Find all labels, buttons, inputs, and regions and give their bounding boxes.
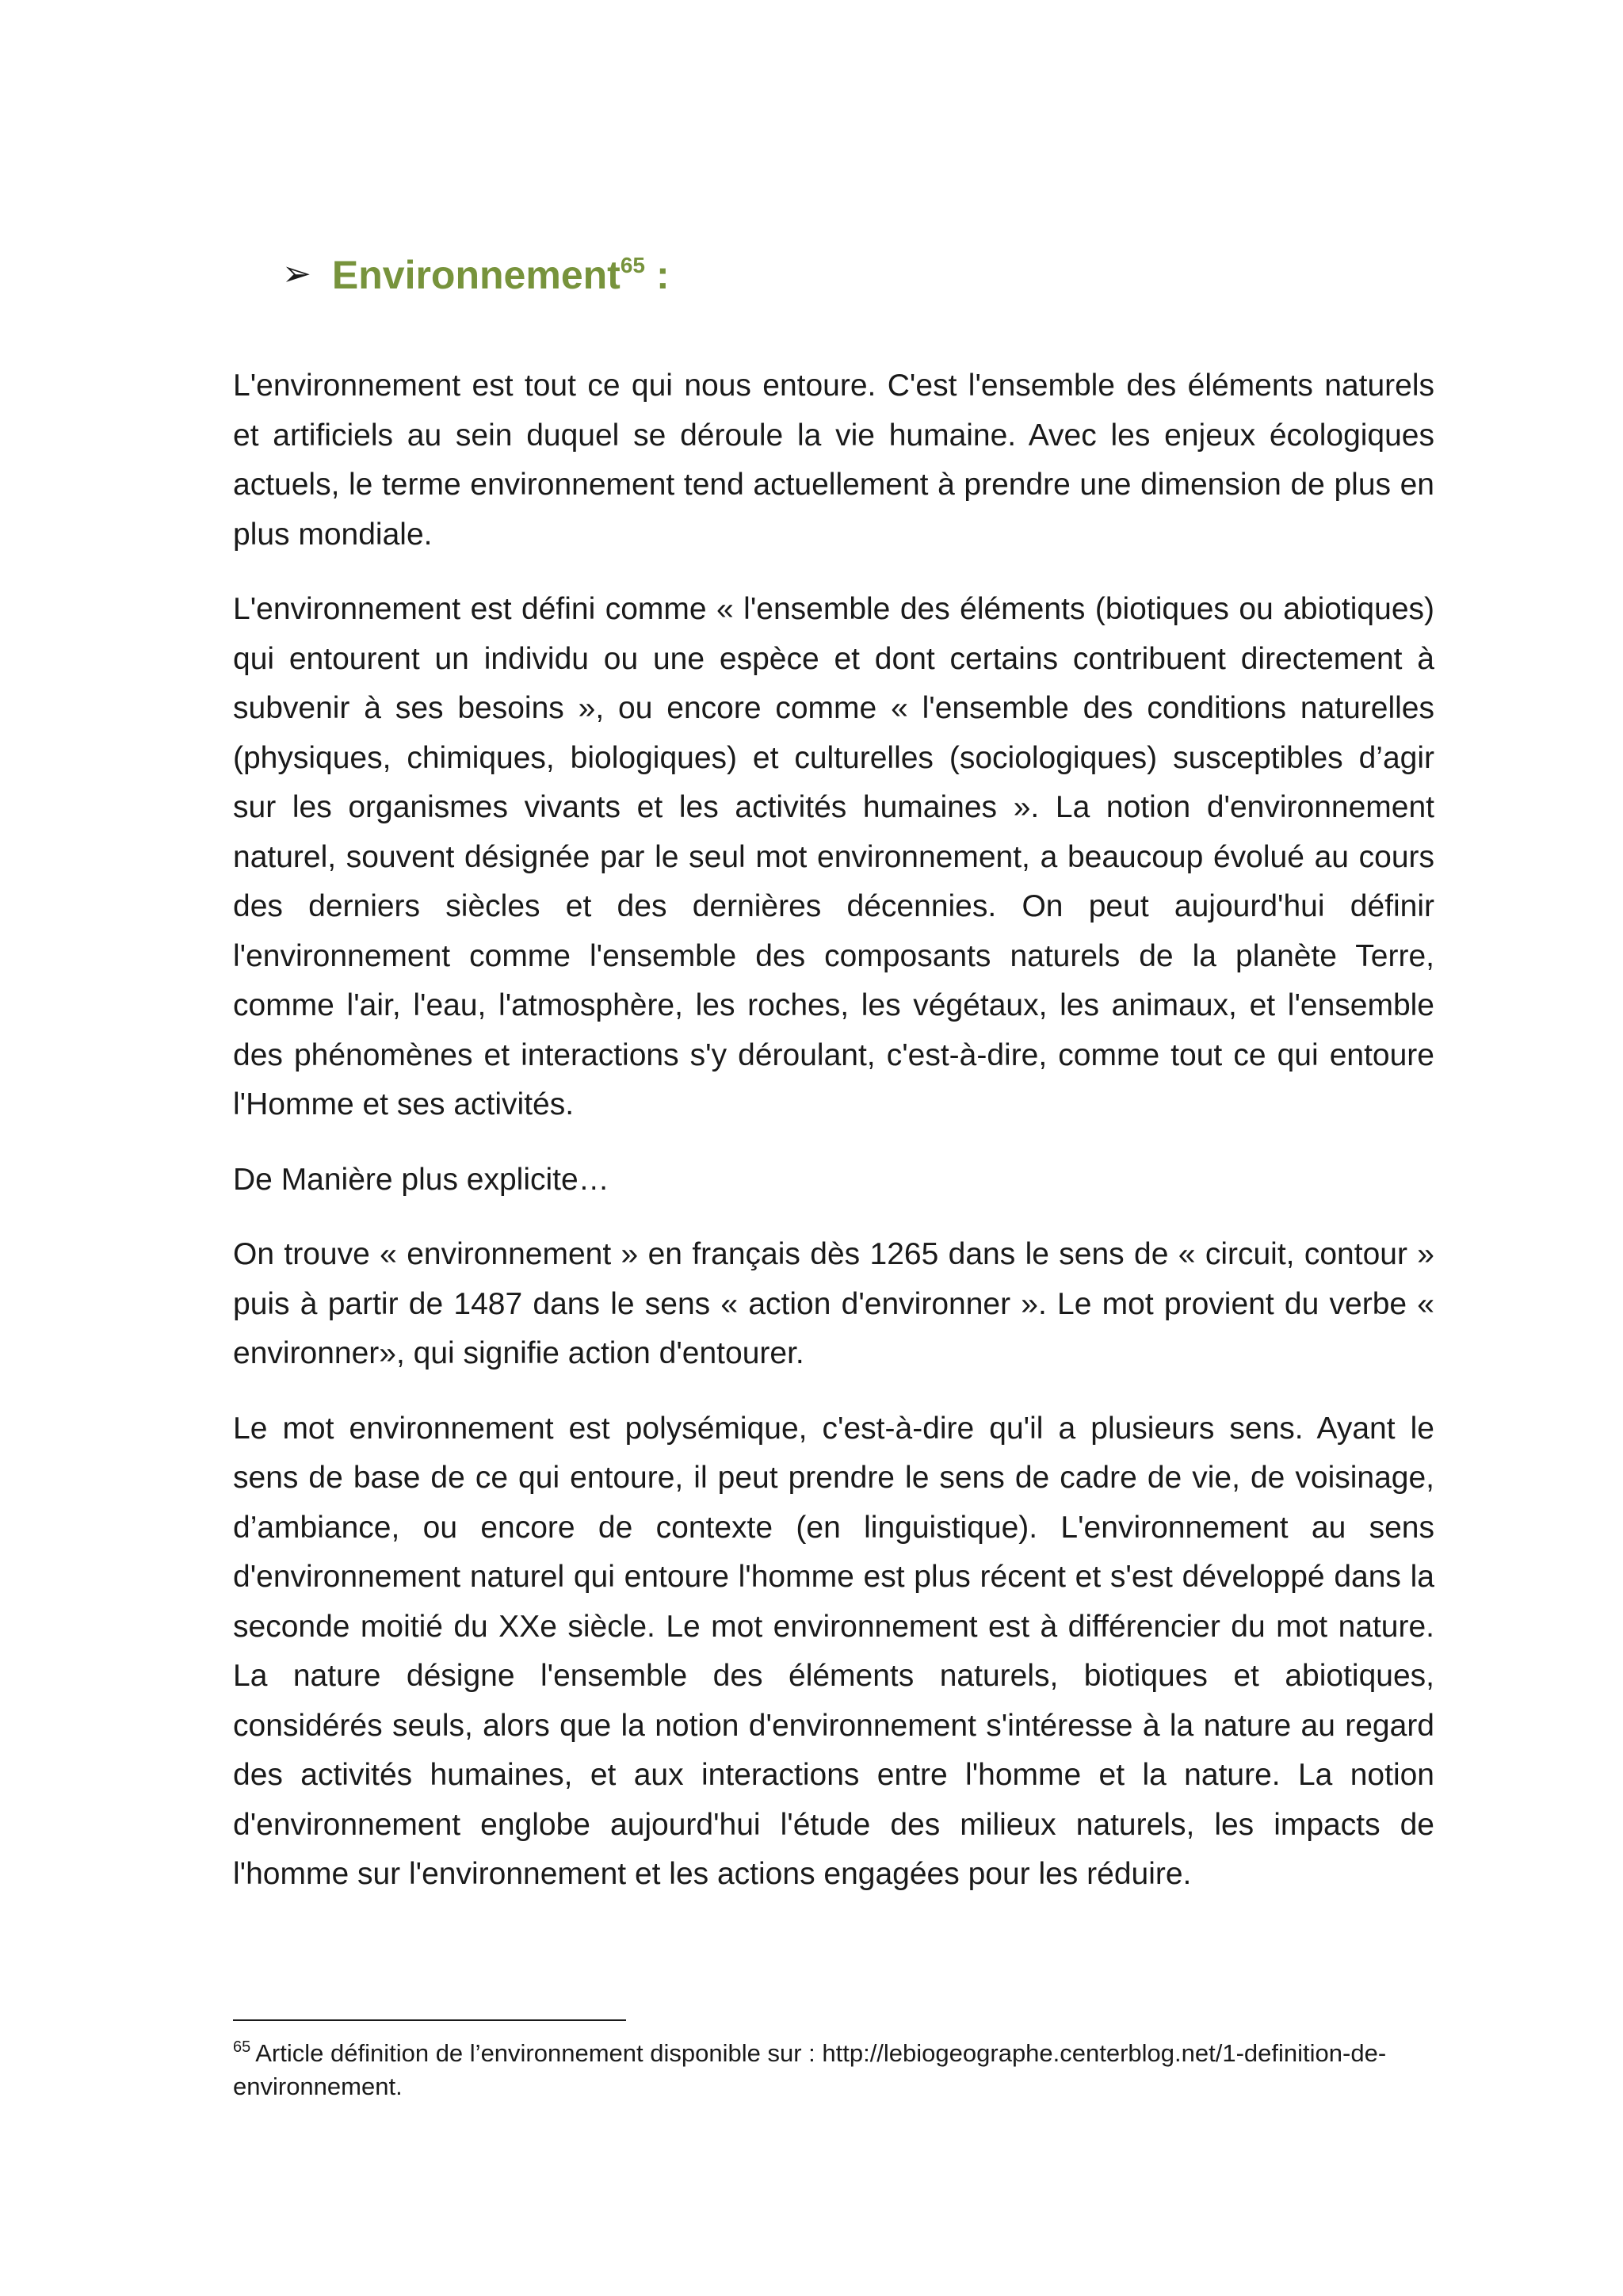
paragraph: L'environnement est tout ce qui nous entoure. C'est l'ensemble des éléments naturels et artificiels au sein duquel se déroule la vie humaine. Avec les enjeux écologiques actuels, le terme environnement tend actuellement à prendre une dimension de plus en plus mondiale.	[233, 369, 1434, 552]
footnote-separator	[233, 2019, 626, 2021]
paragraph: On trouve « environnement » en français dès 1265 dans le sens de « circuit, contour » puis à partir de 1487 dans le sens « action d'environner ». Le mot provient du verbe « environner», qui signifie action d'entourer.	[233, 1237, 1434, 1370]
footnote	[233, 2037, 1434, 2103]
footnote-number: 65	[233, 2038, 251, 2056]
section-heading: ➢ Environnement $^{65}$ :	[282, 253, 670, 297]
heading-colon: :	[655, 253, 670, 297]
arrow-bullet-icon: ➢	[282, 254, 311, 293]
body-text	[233, 361, 1434, 1925]
paragraph: De Manière plus explicite…	[233, 1162, 609, 1197]
paragraph: Le mot environnement est polysémique, c'est-à-dire qu'il a plusieurs sens. Ayant le sens de base de ce qui entoure, il peut prendre le sens de cadre de vie, de voisinage, d’ambiance, ou encore de contexte (en linguistique). L'environnement au sens d'environnement naturel qui entoure l'homme est plus récent et s'est développé dans la seconde moitié du XXe siècle. Le mot environnement est à différencier du mot nature. La nature désigne l'ensemble des éléments naturels, biotiques et abiotiques, considérés seuls, alors que la notion d'environnement s'intéresse à la nature au regard des activités humaines, et aux interactions entre l'homme et la nature. La notion d'environnement englobe aujourd'hui l'étude des milieux naturels, les impacts de l'homme sur l'environnement et les actions engagées pour les réduire.	[233, 1411, 1434, 1891]
footnote-text: Article définition de l’environnement disponible sur : http://lebiogeographe.centerblog.net/1-definition-de-environnement.	[233, 2039, 1387, 2100]
heading-title: Environnement	[331, 253, 621, 297]
paragraph: L'environnement est défini comme « l'ensemble des éléments (biotiques ou abiotiques) qui entourent un individu ou une espèce et dont certains contribuent directement à subvenir à ses besoins », ou encore comme « l'ensemble des conditions naturelles (physiques, chimiques, biologiques) et culturelles (sociologiques) susceptibles d’agir sur les organismes vivants et les activités humaines ». La notion d'environnement naturel, souvent désignée par le seul mot environnement, a beaucoup évolué au cours des derniers siècles et des dernières décennies. On peut aujourd'hui définir l'environnement comme l'ensemble des composants naturels de la planète Terre, comme l'air, l'eau, l'atmosphère, les roches, les végétaux, les animaux, et l'ensemble des phénomènes et interactions s'y déroulant, c'est-à-dire, comme tout ce qui entoure l'Homme et ses activités.	[233, 592, 1434, 1121]
